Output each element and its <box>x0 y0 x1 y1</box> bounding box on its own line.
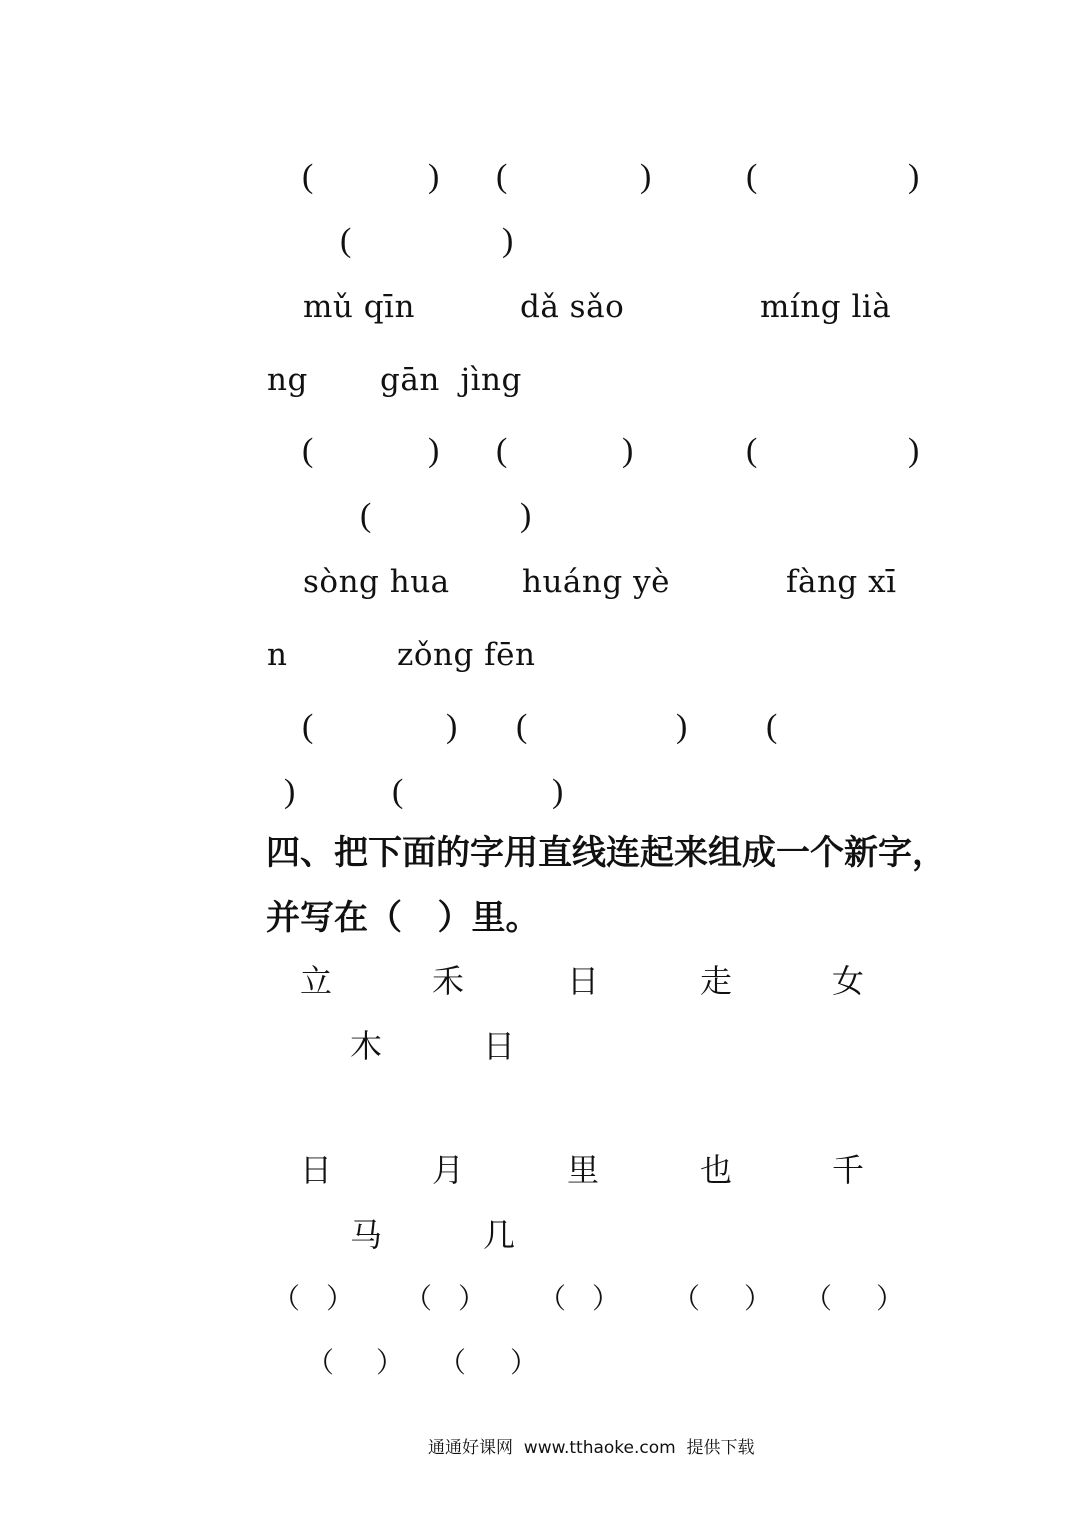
open-paren: ( <box>496 432 508 469</box>
close-bracket: ） <box>744 1282 773 1315</box>
open-bracket: （ <box>404 1282 433 1315</box>
close-paren: ) <box>676 708 688 745</box>
pinyin-word: dǎ sǎo <box>520 289 625 325</box>
open-bracket: （ <box>672 1282 701 1315</box>
close-bracket: ） <box>326 1282 355 1315</box>
character: 日 <box>483 1027 516 1065</box>
pinyin-word: huáng yè <box>522 564 670 600</box>
close-paren: ) <box>908 158 920 195</box>
close-bracket: ） <box>876 1282 905 1315</box>
character: 走 <box>700 962 733 1000</box>
close-paren: ) <box>622 432 634 469</box>
close-bracket: ） <box>592 1282 621 1315</box>
open-paren: ( <box>302 708 314 745</box>
open-bracket: （ <box>306 1346 335 1379</box>
section-4-heading-line-1: 四、把下面的字用直线连起来组成一个新字， <box>266 833 946 873</box>
character: 禾 <box>432 962 465 1000</box>
open-paren: ( <box>340 222 352 259</box>
close-bracket: ） <box>458 1282 487 1315</box>
open-paren: ( <box>496 158 508 195</box>
close-paren: ) <box>446 708 458 745</box>
close-paren: ) <box>640 158 652 195</box>
open-paren: ( <box>392 773 404 810</box>
character: 里 <box>567 1151 600 1189</box>
character: 千 <box>832 1151 865 1189</box>
open-paren: ( <box>766 708 778 745</box>
section-4-heading-line-2: 并写在（ ）里。 <box>266 898 540 938</box>
close-paren: ) <box>520 497 532 534</box>
open-bracket: （ <box>804 1282 833 1315</box>
pinyin-word: gān jìng <box>380 362 522 398</box>
close-bracket: ） <box>510 1346 539 1379</box>
close-paren: ) <box>284 773 296 810</box>
open-paren: ( <box>516 708 528 745</box>
pinyin-word-continued: ng <box>267 362 308 398</box>
pinyin-word: míng lià <box>760 289 892 325</box>
pinyin-word-continued: n <box>267 637 288 673</box>
open-paren: ( <box>746 158 758 195</box>
footer-credit: 通通好课网 www.tthaoke.com 提供下载 <box>428 1438 755 1458</box>
close-paren: ) <box>428 432 440 469</box>
character: 女 <box>832 962 865 1000</box>
close-paren: ) <box>552 773 564 810</box>
open-bracket: （ <box>538 1282 567 1315</box>
character: 木 <box>350 1027 383 1065</box>
close-paren: ) <box>908 432 920 469</box>
open-paren: ( <box>360 497 372 534</box>
character: 立 <box>300 962 333 1000</box>
character: 日 <box>300 1151 333 1189</box>
character: 马 <box>350 1216 383 1254</box>
pinyin-word: sòng hua <box>303 564 450 600</box>
pinyin-word: fàng xī <box>786 564 897 600</box>
open-bracket: （ <box>438 1346 467 1379</box>
open-paren: ( <box>302 432 314 469</box>
character: 也 <box>700 1151 733 1189</box>
open-paren: ( <box>746 432 758 469</box>
open-paren: ( <box>302 158 314 195</box>
close-paren: ) <box>428 158 440 195</box>
pinyin-word: zǒng fēn <box>397 637 536 673</box>
close-bracket: ） <box>376 1346 405 1379</box>
character: 日 <box>567 962 600 1000</box>
pinyin-word: mǔ qīn <box>303 289 415 325</box>
close-paren: ) <box>502 222 514 259</box>
character: 几 <box>483 1216 516 1254</box>
character: 月 <box>432 1151 465 1189</box>
open-bracket: （ <box>272 1282 301 1315</box>
